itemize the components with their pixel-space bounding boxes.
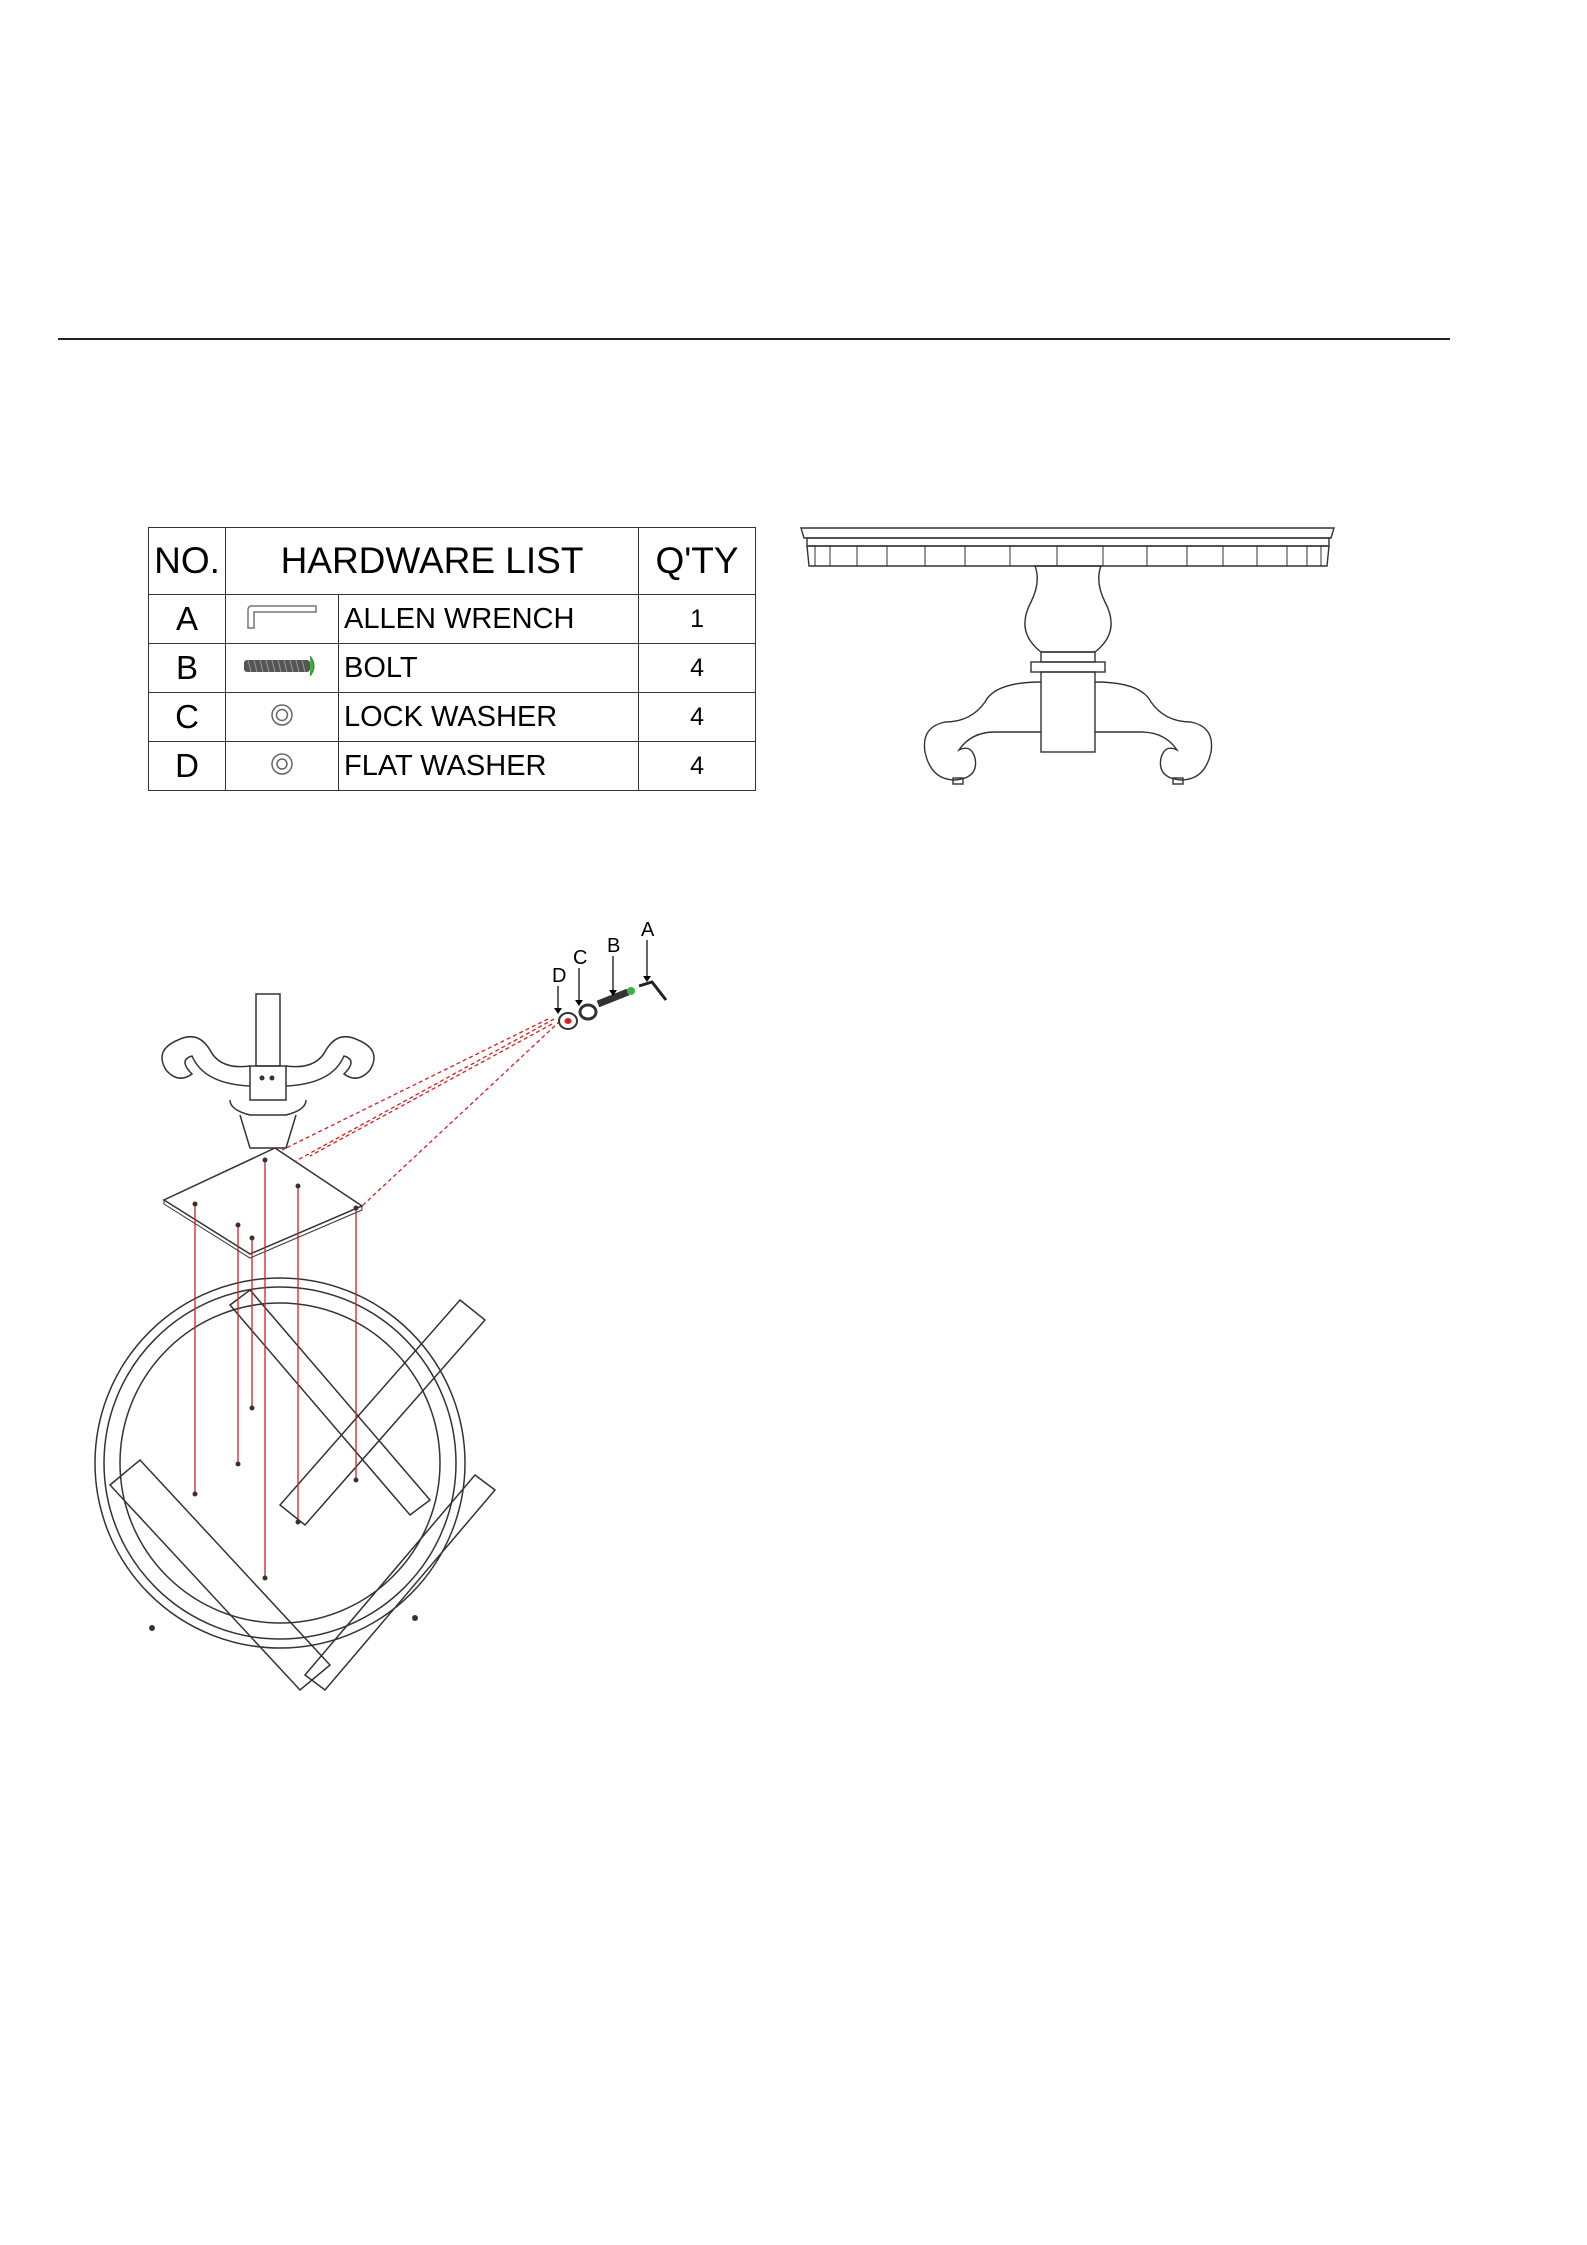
flat-washer-icon — [226, 742, 339, 791]
table-row — [149, 595, 756, 644]
bolt-icon — [226, 644, 339, 693]
header-hardware-list: HARDWARE LIST — [226, 528, 639, 595]
table-top-underside — [95, 1278, 495, 1690]
row-name: BOLT — [339, 644, 639, 693]
callout-a: A — [641, 919, 655, 941]
row-no: D — [149, 742, 226, 791]
row-no: A — [149, 595, 226, 644]
row-qty: 4 — [639, 693, 756, 742]
row-qty: 4 — [639, 644, 756, 693]
callout-b: B — [607, 935, 621, 957]
header-no: NO. — [149, 528, 226, 595]
page-divider — [58, 338, 1450, 340]
row-name: ALLEN WRENCH — [339, 595, 639, 644]
mounting-plate — [164, 1148, 362, 1254]
row-no: B — [149, 644, 226, 693]
lock-washer-icon — [226, 693, 339, 742]
lock-washer-part — [580, 1005, 596, 1019]
table-row — [149, 693, 756, 742]
row-name: LOCK WASHER — [339, 693, 639, 742]
allen-wrench-icon — [226, 595, 339, 644]
row-name: FLAT WASHER — [339, 742, 639, 791]
table-row — [149, 742, 756, 791]
assembly-exploded-diagram — [80, 900, 700, 1720]
hardware-list-table — [148, 527, 756, 791]
callout-d: D — [552, 965, 567, 987]
row-qty: 4 — [639, 742, 756, 791]
header-qty: Q'TY — [639, 528, 756, 595]
table-header-row — [149, 528, 756, 595]
pedestal-base — [162, 994, 374, 1148]
callout-c: C — [573, 947, 588, 969]
flat-washer-part — [559, 1013, 577, 1029]
bolt-part — [598, 987, 635, 1004]
row-no: C — [149, 693, 226, 742]
allen-wrench-part — [639, 982, 666, 1000]
table-row — [149, 644, 756, 693]
assembled-table-illustration — [795, 522, 1340, 792]
row-qty: 1 — [639, 595, 756, 644]
